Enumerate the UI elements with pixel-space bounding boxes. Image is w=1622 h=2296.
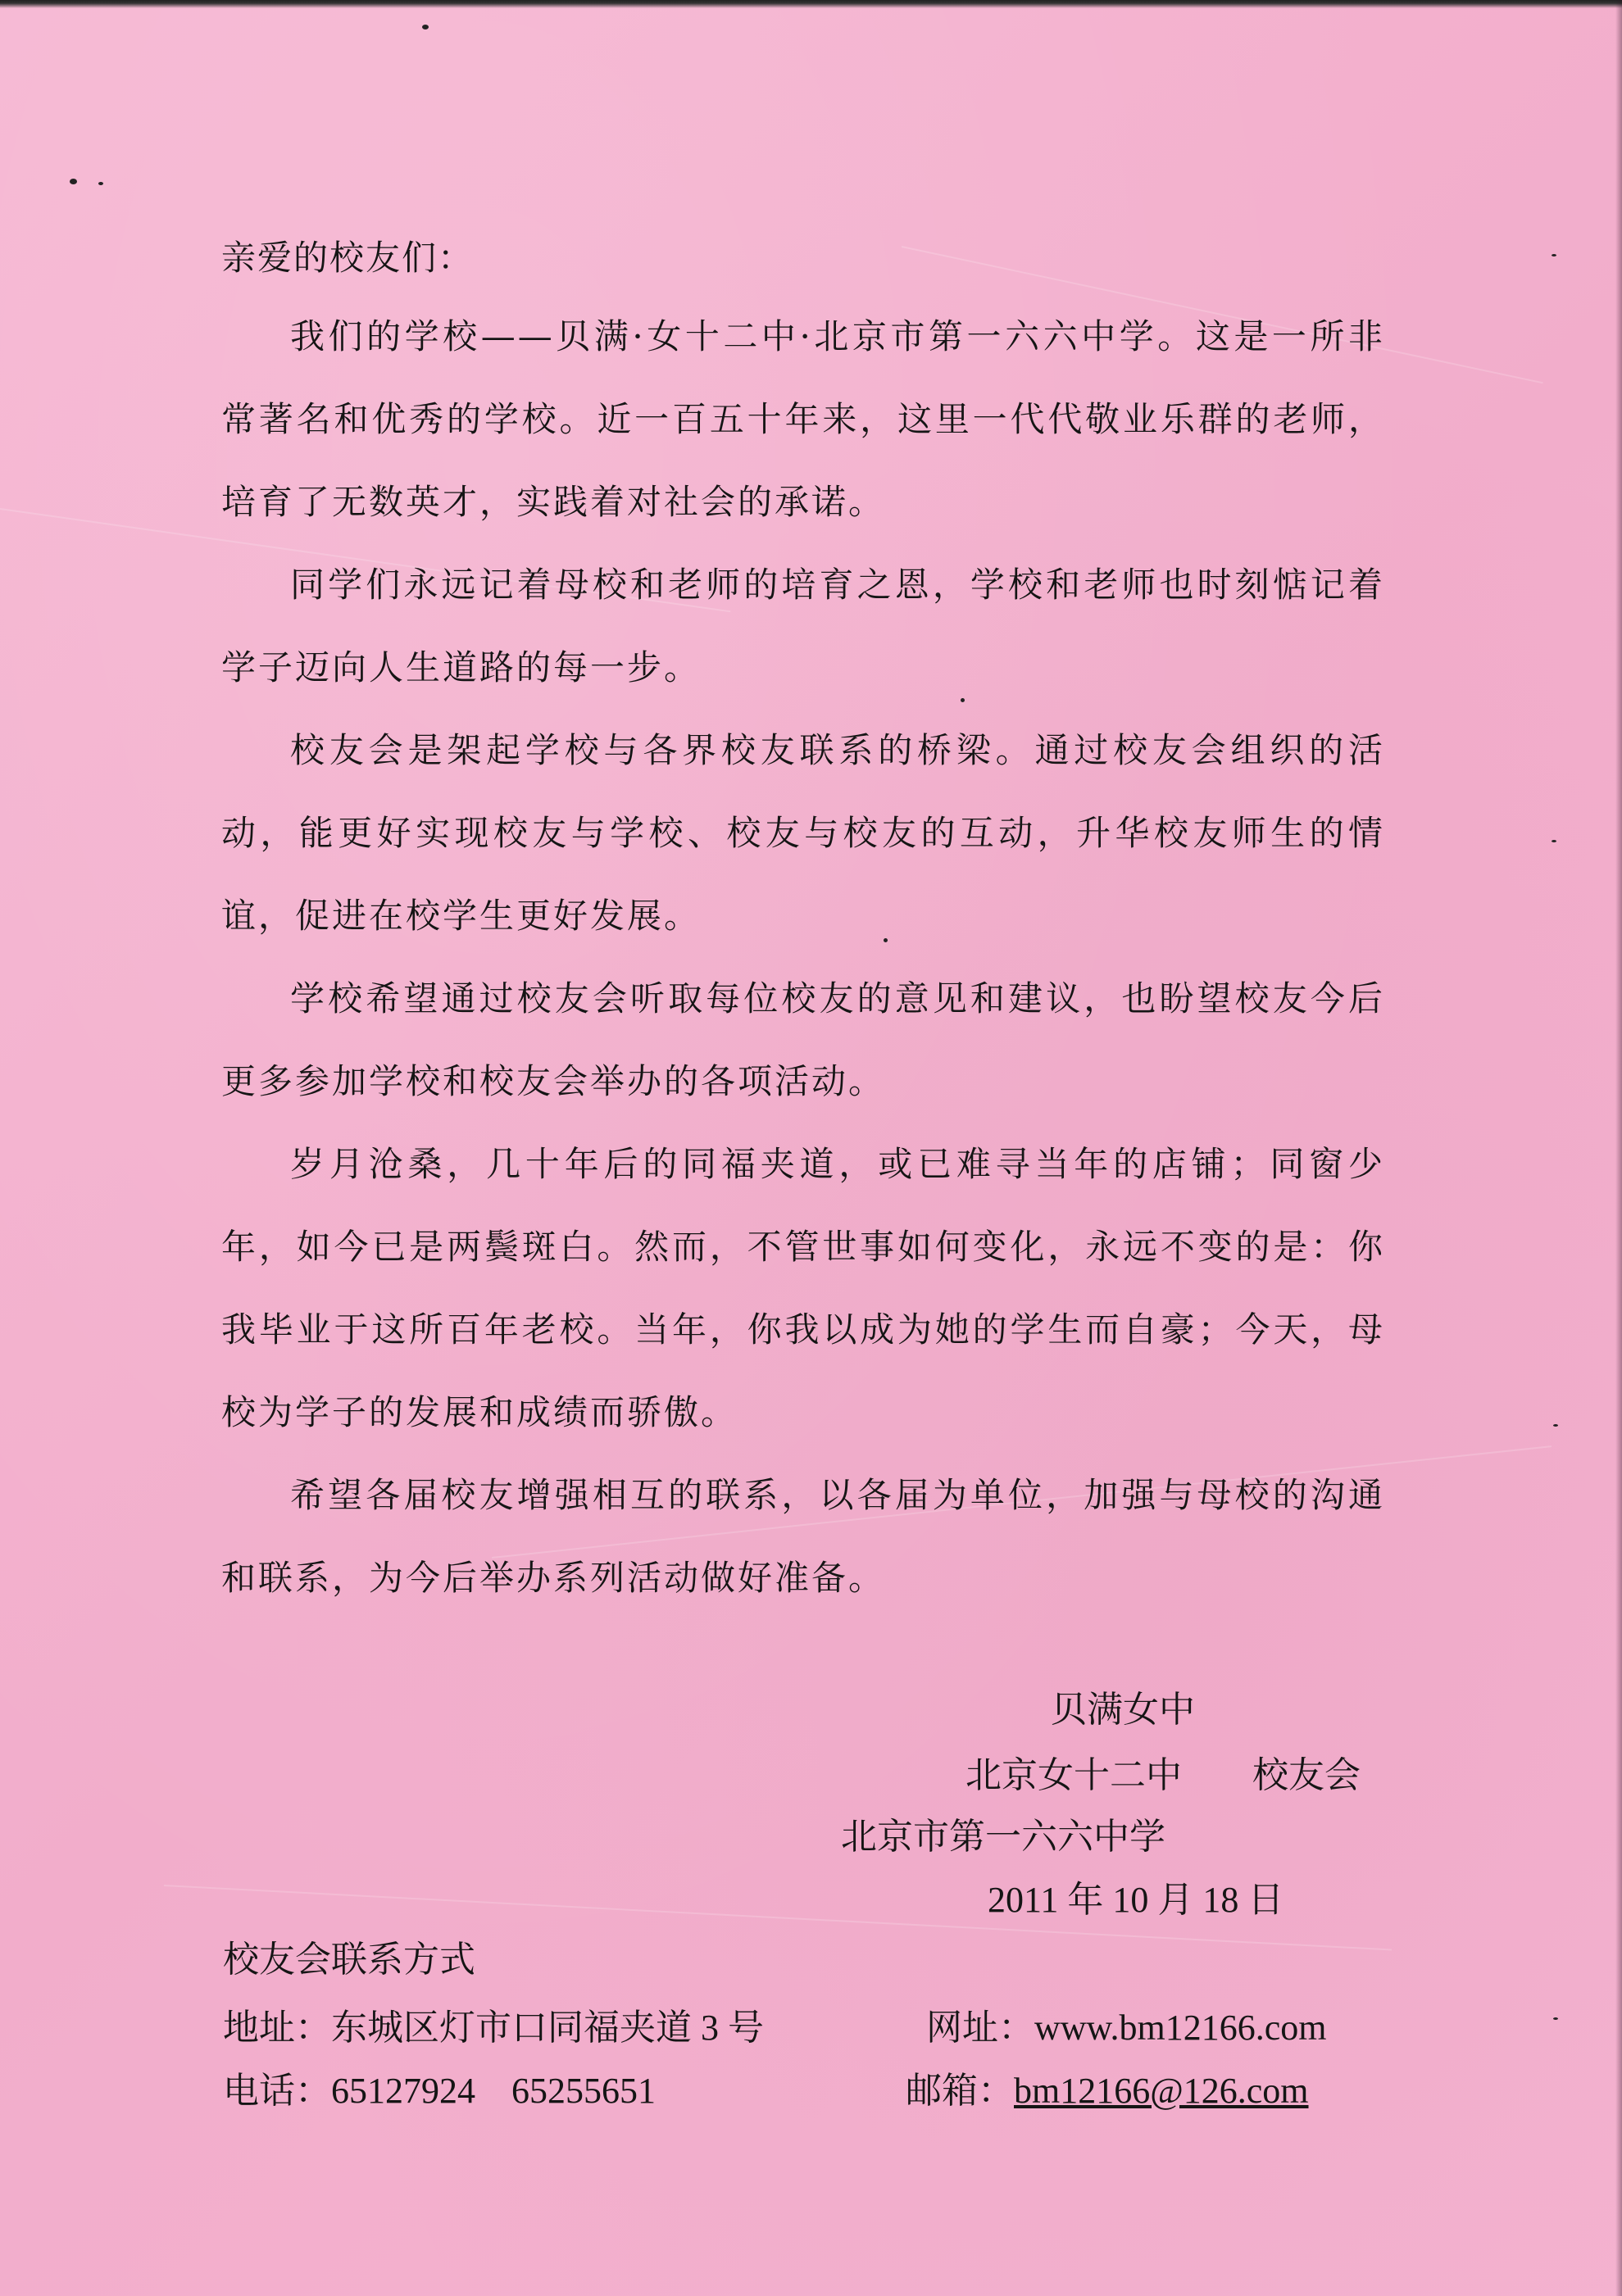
signature-school: 北京女十二中	[965, 1755, 1182, 1795]
paragraph: 学校希望通过校友会听取每位校友的意见和建议，也盼望校友今后更多参加学校和校友会举办的各项活动。	[221, 978, 1385, 1101]
signature-date: 2011 年 10 月 18 日	[988, 1880, 1284, 1920]
email-label: 邮箱：	[906, 2071, 1014, 2111]
speck	[1553, 2017, 1558, 2020]
signature-line-1: 贝满女中	[1051, 1690, 1195, 1730]
website-label: 网址：	[926, 2008, 1034, 2048]
signature-org: 校友会	[1252, 1755, 1361, 1795]
speck	[98, 182, 103, 185]
signature-line-3: 北京市第一六六中学	[841, 1817, 1165, 1857]
paragraph: 校友会是架起学校与各界校友联系的桥梁。通过校友会组织的活动，能更好实现校友与学校、校友与校友的互动，升华校友师生的情谊，促进在校学生更好发展。	[221, 730, 1385, 936]
salutation: 亲爱的校友们：	[221, 238, 475, 278]
address-label: 地址：	[223, 2008, 331, 2048]
website-value[interactable]: www.bm12166.com	[1034, 2008, 1327, 2048]
paragraph: 希望各届校友增强相互的联系，以各届为单位，加强与母校的沟通和联系，为今后举办系列活动做好准备。	[221, 1475, 1385, 1598]
phone-label: 电话：	[223, 2071, 331, 2111]
contact-address	[223, 1998, 764, 2050]
paragraph: 同学们永远记着母校和老师的培育之恩，学校和老师也时刻惦记着学子迈向人生道路的每一步。	[221, 565, 1385, 687]
paragraph: 我们的学校——贝满·女十二中·北京市第一六六中学。这是一所非常著名和优秀的学校。近一百五十年来，这里一代代敬业乐群的老师，培育了无数英才，实践着对社会的承诺。	[221, 316, 1385, 522]
letter-body	[221, 221, 1385, 1619]
contact-website	[926, 1998, 1326, 2050]
contact-phone	[223, 2061, 656, 2113]
speck	[422, 25, 429, 29]
scan-right-edge	[1615, 0, 1622, 2296]
speck	[1552, 840, 1556, 842]
email-value[interactable]: bm12166@126.com	[1014, 2071, 1309, 2111]
address-value: 东城区灯市口同福夹道 3 号	[331, 2008, 764, 2048]
phone-values: 65127924 65255651	[331, 2071, 656, 2111]
speck	[1552, 254, 1556, 256]
scan-top-edge	[0, 0, 1622, 8]
paragraph: 岁月沧桑，几十年后的同福夹道，或已难寻当年的店铺；同窗少年，如今已是两鬓斑白。然而，不管世事如何变化，永远不变的是：你我毕业于这所百年老校。当年，你我以成为她的学生而自豪；今天，母校为学子的发展和成绩而骄傲。	[221, 1144, 1385, 1432]
speck	[70, 179, 77, 184]
contact-heading: 校友会联系方式	[223, 1940, 475, 1980]
contact-email	[906, 2061, 1309, 2113]
speck	[1553, 1424, 1558, 1427]
